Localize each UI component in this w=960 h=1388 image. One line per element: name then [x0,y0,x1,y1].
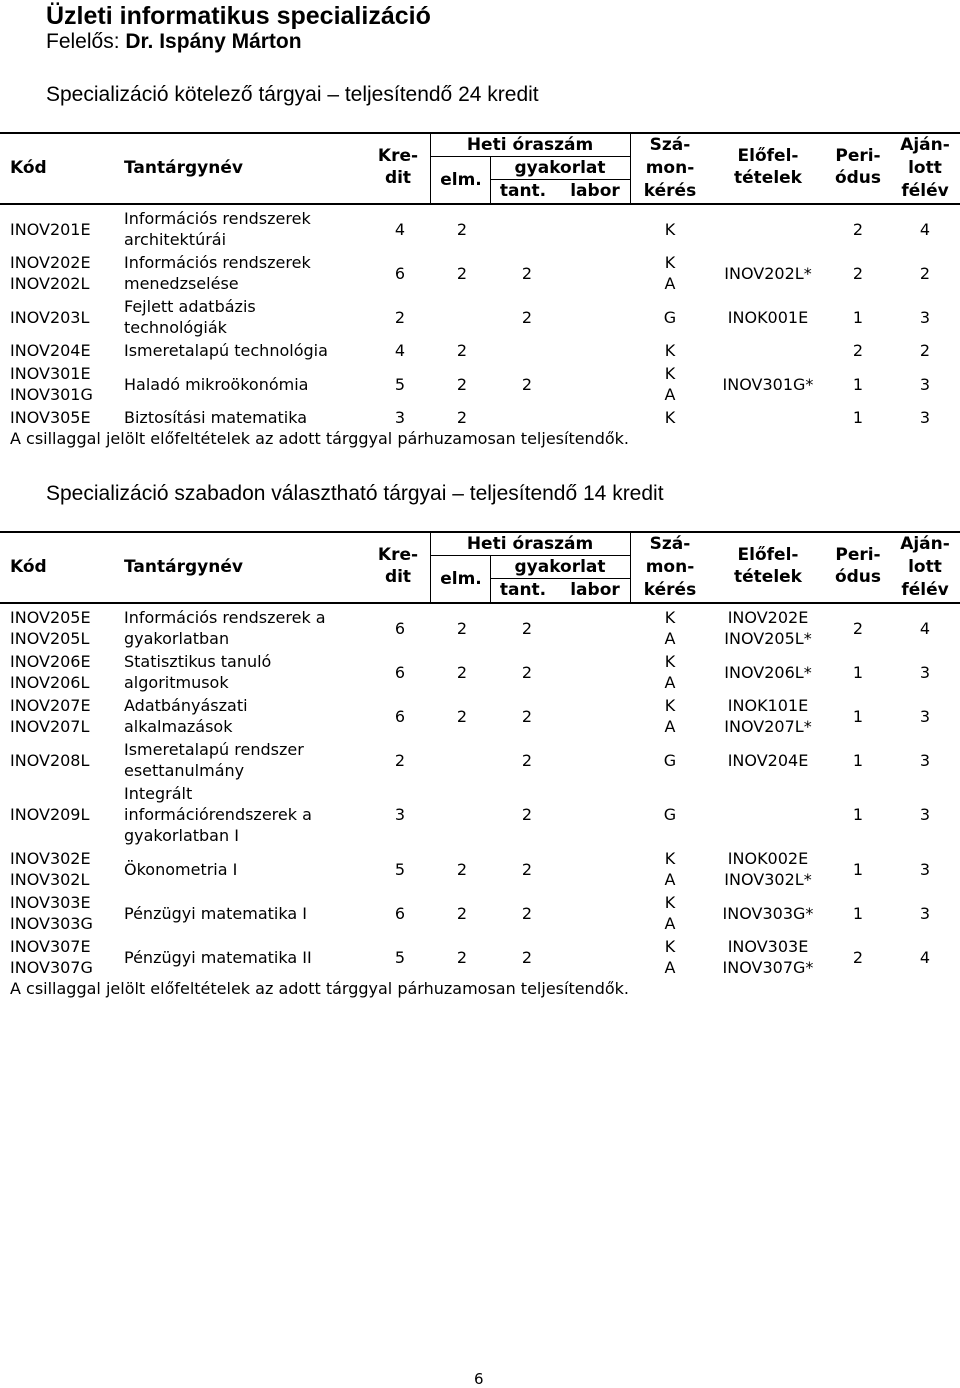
course-elm: 2 [456,859,468,879]
course-elofeltetel: INOV307G* [722,958,814,977]
header-divider [630,533,631,602]
course-name: Adatbányászati [124,696,248,715]
course-kredit: 5 [394,859,406,879]
header-periodus: Peri- [835,545,881,565]
course-kredit: 2 [394,307,406,327]
course-tant: 2 [521,805,533,824]
header-divider [430,533,431,602]
course-code: INOV307E [10,937,91,956]
course-name: Biztosítási matematika [124,408,308,427]
header-szamonkeres: Szá- [649,135,691,155]
course-code: INOV202L [10,274,90,293]
course-kredit: 6 [394,706,406,726]
course-szamonkeres: A [664,914,676,933]
course-periodus: 2 [852,947,864,967]
responsible-label: Felelős: [46,30,126,53]
course-ajanlott-felev: 2 [919,341,931,360]
course-code: INOV307G [10,958,93,977]
header-szamonkeres: kérés [643,580,697,600]
course-name: esettanulmány [124,761,245,780]
course-name: Információs rendszerek [124,253,311,272]
course-szamonkeres: K [664,893,676,912]
course-ajanlott-felev: 4 [919,618,931,638]
course-szamonkeres: K [664,219,676,239]
course-ajanlott-felev: 3 [919,706,931,726]
header-bottom-rule [0,602,960,604]
course-name: Információs rendszerek a [124,608,326,627]
header-subrule [490,179,630,180]
header-kod: Kód [10,158,47,178]
header-kredit: Kre- [377,146,419,166]
course-periodus: 2 [852,219,864,239]
course-periodus: 1 [852,805,864,824]
course-elm: 2 [456,662,468,682]
course-szamonkeres: A [664,673,676,692]
course-elofeltetel: INOV206L* [724,662,812,682]
header-labor: labor [570,181,620,201]
course-elm: 2 [456,263,468,283]
course-kredit: 3 [394,408,406,427]
course-kredit: 4 [394,341,406,360]
course-name: algoritmusok [124,673,229,692]
course-elm: 2 [456,947,468,967]
header-labor: labor [570,580,620,600]
course-elofeltetel: INOV205L* [724,629,812,648]
course-code: INOV201E [10,219,91,239]
course-code: INOV207L [10,717,90,736]
header-elofeltetelek: Előfel- [737,146,799,166]
course-tant: 2 [521,374,533,394]
course-code: INOV302E [10,849,91,868]
course-periodus: 1 [852,903,864,923]
course-name: Statisztikus tanuló [124,652,272,671]
course-szamonkeres: G [663,307,677,327]
header-ajanlott-felev: lott [908,158,942,178]
header-top-rule [0,132,960,134]
table-note: A csillaggal jelölt előfeltételek az adott tárggyal párhuzamosan teljesítendők. [10,429,629,448]
course-szamonkeres: A [664,385,676,404]
course-elofeltetel: INOV303E [727,937,809,956]
course-code: INOV302L [10,870,90,889]
header-ajanlott-felev: félév [901,580,949,600]
section1-heading: Specializáció kötelező tárgyai – teljesítendő 24 kredit [46,83,539,106]
header-kredit: dit [384,168,412,188]
header-periodus: ódus [834,168,882,188]
course-szamonkeres: G [663,805,677,824]
course-kredit: 3 [394,805,406,824]
course-code: INOV205E [10,608,91,627]
course-elofeltetel: INOK002E [727,849,809,868]
course-code: INOV203L [10,307,90,327]
course-ajanlott-felev: 3 [919,750,931,770]
header-ajanlott-felev: Aján- [900,135,950,155]
course-periodus: 1 [852,307,864,327]
header-elofeltetelek: tételek [734,168,802,188]
course-name: alkalmazások [124,717,233,736]
course-kredit: 2 [394,750,406,770]
course-ajanlott-felev: 4 [919,947,931,967]
course-name: Fejlett adatbázis [124,297,256,316]
course-tant: 2 [521,947,533,967]
course-elm: 2 [456,341,468,360]
course-ajanlott-felev: 3 [919,859,931,879]
header-subrule [430,555,630,556]
header-szamonkeres: Szá- [649,534,691,554]
course-periodus: 1 [852,706,864,726]
course-szamonkeres: A [664,958,676,977]
course-szamonkeres: K [664,608,676,627]
course-name: gyakorlatban [124,629,230,648]
course-elofeltetel: INOV207L* [724,717,812,736]
header-tant: tant. [499,181,547,201]
header-gyakorlat: gyakorlat [514,557,606,577]
course-elm: 2 [456,219,468,239]
course-periodus: 2 [852,263,864,283]
header-kredit: Kre- [377,545,419,565]
course-ajanlott-felev: 3 [919,805,931,824]
course-szamonkeres: K [664,696,676,715]
course-szamonkeres: K [664,364,676,383]
header-elofeltetelek: Előfel- [737,545,799,565]
course-code: INOV207E [10,696,91,715]
course-ajanlott-felev: 3 [919,903,931,923]
course-szamonkeres: A [664,274,676,293]
header-elm: elm. [440,569,482,589]
course-elofeltetel: INOV204E [727,750,809,770]
course-ajanlott-felev: 3 [919,307,931,327]
header-elm: elm. [440,170,482,190]
course-szamonkeres: K [664,652,676,671]
course-tant: 2 [521,618,533,638]
course-elofeltetel: INOK001E [727,307,809,327]
course-code: INOV301G [10,385,93,404]
course-szamonkeres: K [664,408,676,427]
course-code: INOV209L [10,805,90,824]
course-kredit: 5 [394,947,406,967]
course-elm: 2 [456,408,468,427]
course-tant: 2 [521,662,533,682]
header-subrule [490,578,630,579]
header-gyakorlat: gyakorlat [514,158,606,178]
course-name: gyakorlatban I [124,826,239,845]
course-name: Ismeretalapú technológia [124,341,328,360]
header-top-rule [0,531,960,533]
table-note: A csillaggal jelölt előfeltételek az adott tárggyal párhuzamosan teljesítendők. [10,979,629,998]
course-tant: 2 [521,750,533,770]
header-divider [630,134,631,203]
section2-heading: Specializáció szabadon választható tárgyai – teljesítendő 14 kredit [46,482,664,505]
header-tantargynev: Tantárgynév [124,158,243,178]
course-tant: 2 [521,307,533,327]
responsible-line [46,30,302,54]
course-szamonkeres: K [664,937,676,956]
header-szamonkeres: kérés [643,181,697,201]
course-kredit: 6 [394,662,406,682]
course-szamonkeres: G [663,750,677,770]
header-tant: tant. [499,580,547,600]
course-name: technológiák [124,318,227,337]
course-elofeltetel: INOV302L* [724,870,812,889]
header-heti-oraszam: Heti óraszám [466,135,594,155]
course-name: Ökonometria I [124,859,238,879]
course-elofeltetel: INOV202E [727,608,809,627]
header-kod: Kód [10,557,47,577]
course-code: INOV205L [10,629,90,648]
course-szamonkeres: K [664,341,676,360]
course-name: Információs rendszerek [124,209,311,228]
course-name: menedzselése [124,274,239,293]
course-periodus: 1 [852,408,864,427]
header-ajanlott-felev: lott [908,557,942,577]
course-elm: 2 [456,903,468,923]
course-szamonkeres: A [664,717,676,736]
header-elofeltetelek: tételek [734,567,802,587]
course-ajanlott-felev: 4 [919,219,931,239]
course-elofeltetel: INOV303G* [722,903,814,923]
course-ajanlott-felev: 3 [919,408,931,427]
course-code: INOV202E [10,253,91,272]
header-subrule [430,156,630,157]
course-kredit: 5 [394,374,406,394]
course-elm: 2 [456,618,468,638]
course-periodus: 2 [852,618,864,638]
header-kredit: dit [384,567,412,587]
course-code: INOV206E [10,652,91,671]
course-elofeltetel: INOK101E [727,696,809,715]
course-periodus: 1 [852,859,864,879]
header-periodus: Peri- [835,146,881,166]
course-elofeltetel: INOV202L* [724,263,812,283]
responsible-name: Dr. Ispány Márton [125,30,302,53]
course-name: információrendszerek a [124,805,312,824]
course-kredit: 4 [394,219,406,239]
course-elofeltetel: INOV301G* [722,374,814,394]
course-kredit: 6 [394,263,406,283]
header-ajanlott-felev: Aján- [900,534,950,554]
header-szamonkeres: mon- [645,158,695,178]
course-code: INOV208L [10,750,90,770]
course-kredit: 6 [394,618,406,638]
course-tant: 2 [521,903,533,923]
header-ajanlott-felev: félév [901,181,949,201]
header-periodus: ódus [834,567,882,587]
course-ajanlott-felev: 2 [919,263,931,283]
course-periodus: 2 [852,341,864,360]
course-code: INOV206L [10,673,90,692]
course-name: Integrált [124,784,193,803]
course-szamonkeres: A [664,629,676,648]
course-szamonkeres: K [664,849,676,868]
course-szamonkeres: A [664,870,676,889]
course-szamonkeres: K [664,253,676,272]
document-title: Üzleti informatikus specializáció [46,2,431,30]
course-code: INOV204E [10,341,91,360]
course-ajanlott-felev: 3 [919,374,931,394]
course-name: Pénzügyi matematika I [124,903,307,923]
course-periodus: 1 [852,662,864,682]
header-bottom-rule [0,203,960,205]
course-code: INOV301E [10,364,91,383]
header-divider [430,134,431,203]
course-elm: 2 [456,706,468,726]
course-periodus: 1 [852,374,864,394]
header-tantargynev: Tantárgynév [124,557,243,577]
course-code: INOV305E [10,408,91,427]
course-code: INOV303E [10,893,91,912]
course-tant: 2 [521,706,533,726]
course-kredit: 6 [394,903,406,923]
header-heti-oraszam: Heti óraszám [466,534,594,554]
course-code: INOV303G [10,914,93,933]
course-tant: 2 [521,263,533,283]
course-name: architektúrái [124,230,227,249]
course-periodus: 1 [852,750,864,770]
course-name: Ismeretalapú rendszer [124,740,304,759]
course-elm: 2 [456,374,468,394]
page-number: 6 [474,1370,484,1388]
course-ajanlott-felev: 3 [919,662,931,682]
course-name: Haladó mikroökonómia [124,374,309,394]
header-szamonkeres: mon- [645,557,695,577]
course-name: Pénzügyi matematika II [124,947,312,967]
course-tant: 2 [521,859,533,879]
